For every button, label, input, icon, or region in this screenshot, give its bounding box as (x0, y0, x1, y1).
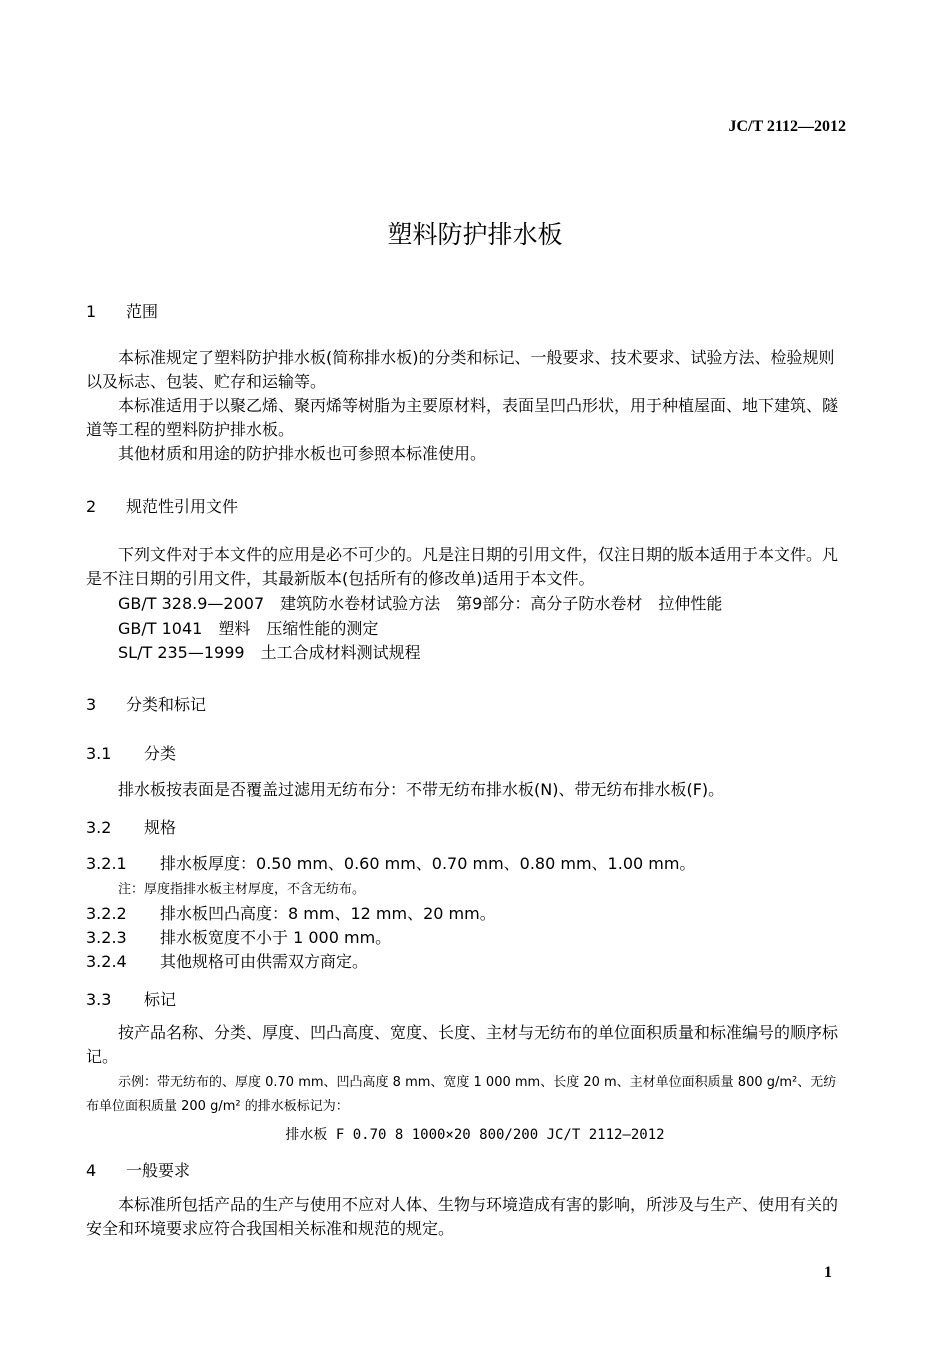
section-title: 一般要求 (126, 1161, 191, 1180)
item-number: 3.2.2 (86, 904, 127, 923)
section-4-heading (86, 1158, 190, 1181)
section-number: 1 (86, 302, 97, 321)
item-text: 排水板厚度：0.50 mm、0.60 mm、0.70 mm、0.80 mm、1.00 mm。 (160, 854, 696, 873)
section-number: 3.2 (86, 818, 112, 837)
section-number: 3 (86, 695, 97, 714)
section-3-1-para: 排水板按表面是否覆盖过滤用无纺布分：不带无纺布排水板(N)、带无纺布排水板(F)。 (118, 780, 725, 799)
reference-item: GB/T 328.9—2007 建筑防水卷材试验方法 第9部分：高分子防水卷材 拉伸性能 (118, 594, 723, 613)
section-1-para-3: 其他材质和用途的防护排水板也可参照本标准使用。 (118, 444, 487, 463)
section-3-3-heading (86, 987, 176, 1010)
section-title: 标记 (144, 990, 177, 1009)
section-title: 分类 (144, 744, 177, 763)
item-number: 3.2.1 (86, 854, 127, 873)
spec-item (86, 851, 695, 874)
page-number: 1 (824, 1264, 832, 1281)
document-title: 塑料防护排水板 (387, 220, 563, 249)
spec-note: 注：厚度指排水板主材厚度，不含无纺布。 (118, 882, 366, 897)
standard-number: JC/T 2112—2012 (728, 118, 846, 135)
item-number: 3.2.3 (86, 928, 127, 947)
section-title: 规格 (144, 818, 177, 837)
item-text: 其他规格可由供需双方商定。 (160, 952, 369, 971)
spec-item (86, 949, 368, 972)
reference-item: GB/T 1041 塑料 压缩性能的测定 (118, 619, 379, 638)
item-text: 排水板凹凸高度：8 mm、12 mm、20 mm。 (160, 904, 496, 923)
section-number: 4 (86, 1161, 97, 1180)
section-4-para: 本标准所包括产品的生产与使用不应对人体、生物与环境造成有害的影响，所涉及与生产、使用有关的安全和环境要求应符合我国相关标准和规范的规定。 (86, 1195, 839, 1238)
spec-item (86, 925, 391, 948)
section-3-heading (86, 692, 206, 715)
section-3-3-para: 按产品名称、分类、厚度、凹凸高度、宽度、长度、主材与无纺布的单位面积质量和标准编号的顺序标记。 (86, 1023, 839, 1066)
section-title: 规范性引用文件 (126, 497, 239, 516)
section-number: 3.1 (86, 744, 112, 763)
item-number: 3.2.4 (86, 952, 127, 971)
section-2-heading (86, 494, 238, 517)
section-3-2-heading (86, 815, 176, 838)
marking-designation: 排水板 F 0.70 8 1000×20 800/200 JC/T 2112—2012 (285, 1127, 665, 1143)
reference-item: SL/T 235—1999 土工合成材料测试规程 (118, 643, 421, 662)
section-1-para-1: 本标准规定了塑料防护排水板(简称排水板)的分类和标记、一般要求、技术要求、试验方法、检验规则以及标志、包装、贮存和运输等。 (86, 348, 835, 391)
section-1-heading (86, 299, 158, 322)
section-2-para: 下列文件对于本文件的应用是必不可少的。凡是注日期的引用文件，仅注日期的版本适用于本文件。凡是不注日期的引用文件，其最新版本(包括所有的修改单)适用于本文件。 (86, 545, 839, 588)
section-number: 3.3 (86, 990, 112, 1009)
section-1-para-2: 本标准适用于以聚乙烯、聚丙烯等树脂为主要原材料，表面呈凹凸形状，用于种植屋面、地下建筑、隧道等工程的塑料防护排水板。 (86, 396, 839, 439)
item-text: 排水板宽度不小于 1 000 mm。 (160, 928, 392, 947)
section-title: 范围 (126, 302, 159, 321)
marking-example: 示例：带无纺布的、厚度 0.70 mm、凹凸高度 8 mm、宽度 1 000 mm、长度 20 m、主材单位面积质量 800 g/m²、无纺布单位面积质量 200 g/m² 的排水板标记为： (86, 1075, 837, 1114)
spec-item (86, 901, 496, 924)
section-title: 分类和标记 (126, 695, 207, 714)
section-3-1-heading (86, 741, 176, 764)
section-number: 2 (86, 497, 97, 516)
